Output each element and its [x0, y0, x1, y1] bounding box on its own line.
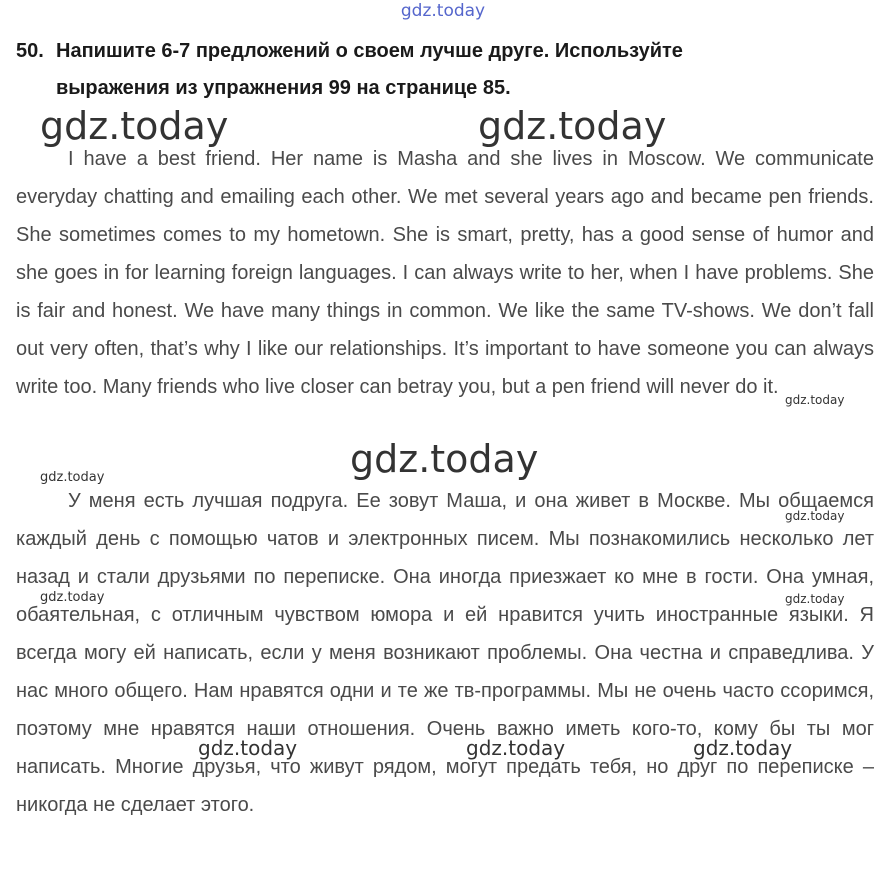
watermark-large: gdz.today — [478, 104, 667, 148]
task-text-line-2: выражения из упражнения 99 на странице 85. — [56, 77, 511, 99]
watermark-small: gdz.today — [40, 590, 105, 605]
task-text-line-1: Напишите 6-7 предложений о своем лучше друге. Используйте — [56, 40, 683, 62]
watermark-medium: gdz.today — [466, 736, 566, 760]
watermark-small: gdz.today — [785, 592, 845, 606]
task-line-1 — [16, 33, 872, 70]
watermark-large: gdz.today — [350, 437, 539, 481]
watermark-medium: gdz.today — [693, 736, 793, 760]
task-heading — [16, 33, 872, 107]
russian-paragraph: У меня есть лучшая подруга. Ее зовут Маша, и она живет в Москве. Мы общаемся каждый день с помощью чатов и электронных писем. Мы познакомились несколько лет назад и стали друзьями по переписке. Она иногда приезжает ко мне в гости. Она умная, обаятельная, с отличным чувством юмора и ей нравится учить иностранные языки. Я всегда могу ей написать, если у меня возникают проблемы. Она честна и справедлива. У нас много общего. Нам нравятся одни и те же тв-программы. Мы не очень часто ссоримся, поэтому мне нравятся наши отношения. Очень важно иметь кого-то, кому бы ты мог написать. Многие друзья, что живут рядом, могут предать тебя, но друг по переписке – никогда не сделает этого. — [16, 490, 874, 816]
english-paragraph: I have a best friend. Her name is Masha and she lives in Moscow. We communicate everyday chatting and emailing each other. We met several years ago and became pen friends. She sometimes comes to my hometown. She is smart, pretty, has a good sense of humor and she goes in for learning foreign languages. I can always write to her, when I have problems. She is fair and honest. We have many things in common. We like the same TV-shows. We don’t fall out very often, that’s why I like our relationships. It’s important to have someone you can always write too. Many friends who live closer can betray you, but a pen friend will never do it. — [16, 148, 874, 398]
watermark-small: gdz.today — [40, 470, 105, 485]
task-number: 50. — [16, 40, 44, 62]
watermark-small: gdz.today — [785, 509, 845, 523]
watermark-medium: gdz.today — [198, 736, 298, 760]
watermark-small: gdz.today — [785, 393, 845, 407]
header-watermark: gdz.today — [400, 1, 486, 21]
watermark-large: gdz.today — [40, 104, 229, 148]
